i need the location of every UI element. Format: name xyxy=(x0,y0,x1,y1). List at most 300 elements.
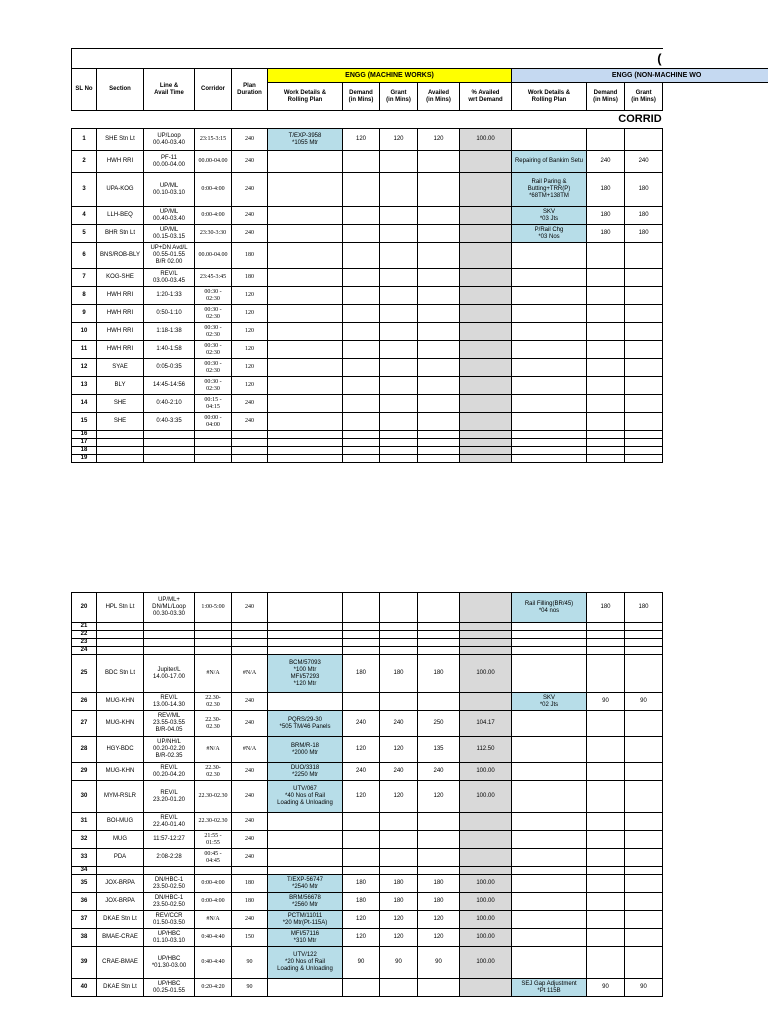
cell-nm-grant xyxy=(625,395,663,413)
cell-work-details xyxy=(268,323,343,341)
cell-work-details xyxy=(268,207,343,225)
cell-sl-no: 12 xyxy=(72,359,97,377)
cell-spacer xyxy=(663,439,768,447)
cell-corridor: #N/A xyxy=(195,911,232,929)
cell-section: HPL Stn Lt xyxy=(97,593,144,623)
cell-sl-no: 7 xyxy=(72,269,97,287)
cell-empty xyxy=(232,447,268,455)
cell-pct-availed xyxy=(460,377,512,395)
col-section: Section xyxy=(97,69,144,111)
cell-pct-availed xyxy=(460,323,512,341)
cell-empty xyxy=(587,867,625,875)
corridor-label: CORRID xyxy=(618,113,662,125)
cell-demand xyxy=(343,305,380,323)
cell-nm-grant xyxy=(625,287,663,305)
cell-availed xyxy=(418,207,460,225)
cell-work-details xyxy=(268,225,343,243)
cell-corridor: 0:00-4:00 xyxy=(195,893,232,911)
cell-sl-no: 26 xyxy=(72,693,97,711)
cell-sl-no: 1 xyxy=(72,129,97,151)
cell-availed xyxy=(418,287,460,305)
cell-section: CRAE-BMAE xyxy=(97,947,144,979)
cell-availed xyxy=(418,243,460,269)
cell-nm-demand xyxy=(587,341,625,359)
cell-plan-duration: 120 xyxy=(232,359,268,377)
cell-plan-duration: 240 xyxy=(232,207,268,225)
cell-sl-no: 18 xyxy=(72,447,97,455)
cell-pct-availed xyxy=(460,813,512,831)
cell-work-details xyxy=(268,341,343,359)
cell-sl-no: 16 xyxy=(72,431,97,439)
cell-line-avail: UP/HBC *01.30-03.00 xyxy=(144,947,195,979)
table-row xyxy=(72,849,768,867)
cell-empty xyxy=(97,639,144,647)
cell-empty xyxy=(460,447,512,455)
col-sl-no: SL No xyxy=(72,69,97,111)
table-row xyxy=(72,875,768,893)
cell-nm-grant: 90 xyxy=(625,979,663,997)
table-row-empty xyxy=(72,631,768,639)
cell-empty xyxy=(144,631,195,639)
cell-plan-duration: 240 xyxy=(232,781,268,813)
cell-sl-no: 5 xyxy=(72,225,97,243)
cell-line-avail: REV/CCR 01.50-03.50 xyxy=(144,911,195,929)
cell-grant xyxy=(380,323,418,341)
cell-spacer xyxy=(663,737,768,763)
cell-nm-grant xyxy=(625,655,663,693)
cell-spacer xyxy=(663,305,768,323)
cell-empty xyxy=(144,447,195,455)
cell-demand: 90 xyxy=(343,947,380,979)
cell-sl-no: 38 xyxy=(72,929,97,947)
cell-nm-work-details xyxy=(512,287,587,305)
cell-nm-demand xyxy=(587,781,625,813)
cell-line-avail: REV/L 23.20-01.20 xyxy=(144,781,195,813)
cell-line-avail: 11:57-12:27 xyxy=(144,831,195,849)
cell-plan-duration: 240 xyxy=(232,763,268,781)
cell-nm-work-details xyxy=(512,359,587,377)
cell-nm-grant: 180 xyxy=(625,207,663,225)
cell-empty xyxy=(460,647,512,655)
cell-empty xyxy=(268,631,343,639)
cell-work-details xyxy=(268,831,343,849)
cell-empty xyxy=(418,867,460,875)
cell-nm-grant xyxy=(625,305,663,323)
cell-work-details xyxy=(268,395,343,413)
cell-section: MUG-KHN xyxy=(97,763,144,781)
cell-spacer xyxy=(663,929,768,947)
cell-corridor: 0:00-4:00 xyxy=(195,875,232,893)
table-body-top xyxy=(72,129,768,463)
cell-work-details xyxy=(268,377,343,395)
cell-section: BLY xyxy=(97,377,144,395)
cell-availed: 120 xyxy=(418,781,460,813)
cell-empty xyxy=(232,631,268,639)
cell-demand xyxy=(343,243,380,269)
table-row xyxy=(72,269,768,287)
cell-plan-duration: 240 xyxy=(232,711,268,737)
cell-empty xyxy=(97,867,144,875)
sheet-part-1 xyxy=(71,48,768,488)
cell-empty xyxy=(512,455,587,463)
cell-empty xyxy=(418,639,460,647)
cell-nm-demand xyxy=(587,893,625,911)
cell-empty xyxy=(343,447,380,455)
cell-line-avail: REV/L 22.40-01.40 xyxy=(144,813,195,831)
cell-empty xyxy=(512,639,587,647)
cell-corridor: 22.30- 02.30 xyxy=(195,693,232,711)
cell-spacer xyxy=(663,647,768,655)
cell-nm-work-details xyxy=(512,377,587,395)
table-row xyxy=(72,979,768,997)
cell-demand xyxy=(343,979,380,997)
cell-empty xyxy=(625,639,663,647)
table-row xyxy=(72,359,768,377)
cell-availed: 120 xyxy=(418,911,460,929)
table-row xyxy=(72,893,768,911)
cell-nm-grant xyxy=(625,711,663,737)
cell-spacer xyxy=(663,207,768,225)
cell-sl-no: 31 xyxy=(72,813,97,831)
cell-empty xyxy=(343,867,380,875)
cell-availed xyxy=(418,323,460,341)
table-row xyxy=(72,129,768,151)
cell-demand xyxy=(343,225,380,243)
cell-line-avail: 0:40-2:10 xyxy=(144,395,195,413)
cell-empty xyxy=(380,439,418,447)
cell-grant xyxy=(380,243,418,269)
cell-sl-no: 24 xyxy=(72,647,97,655)
table-row xyxy=(72,737,768,763)
cell-plan-duration: 120 xyxy=(232,341,268,359)
cell-nm-demand xyxy=(587,849,625,867)
cell-line-avail: UP/HBC 01.10-03.10 xyxy=(144,929,195,947)
cell-availed xyxy=(418,813,460,831)
cell-nm-work-details xyxy=(512,323,587,341)
cell-availed: 180 xyxy=(418,875,460,893)
cell-corridor: 00:30 - 02:30 xyxy=(195,341,232,359)
cell-corridor: 00:30 - 02:30 xyxy=(195,323,232,341)
cell-work-details: DUO/3318 *2250 Mtr xyxy=(268,763,343,781)
cell-sl-no: 8 xyxy=(72,287,97,305)
table-row xyxy=(72,413,768,431)
cell-nm-work-details: SKV *03 Jts xyxy=(512,207,587,225)
cell-section: UPA-KOG xyxy=(97,173,144,207)
cell-work-details xyxy=(268,305,343,323)
cell-spacer xyxy=(663,413,768,431)
cell-nm-grant xyxy=(625,737,663,763)
cell-pct-availed xyxy=(460,269,512,287)
cell-empty xyxy=(625,431,663,439)
group-machine-works: ENGG (MACHINE WORKS) xyxy=(268,69,512,83)
cell-spacer xyxy=(663,781,768,813)
cell-section: MYM-RSLR xyxy=(97,781,144,813)
cell-grant: 120 xyxy=(380,781,418,813)
cell-grant xyxy=(380,305,418,323)
cell-availed xyxy=(418,693,460,711)
cell-line-avail: 14:45-14:56 xyxy=(144,377,195,395)
cell-plan-duration: 180 xyxy=(232,875,268,893)
cell-spacer xyxy=(663,711,768,737)
cell-pct-availed: 100.00 xyxy=(460,893,512,911)
cell-corridor: 00:45 - 04:45 xyxy=(195,849,232,867)
cell-availed xyxy=(418,377,460,395)
cell-empty xyxy=(418,431,460,439)
cell-pct-availed xyxy=(460,173,512,207)
cell-empty xyxy=(195,639,232,647)
cell-empty xyxy=(343,431,380,439)
cell-sl-no: 36 xyxy=(72,893,97,911)
cell-empty xyxy=(512,623,587,631)
cell-pct-availed: 100.00 xyxy=(460,929,512,947)
cell-nm-demand xyxy=(587,395,625,413)
col-plan-duration: Plan Duration xyxy=(232,69,268,111)
cell-section: MUG-KHN xyxy=(97,693,144,711)
cell-grant xyxy=(380,813,418,831)
cell-corridor: #N/A xyxy=(195,655,232,693)
cell-spacer xyxy=(663,225,768,243)
cell-nm-work-details: SKV *02 Jts xyxy=(512,693,587,711)
cell-empty xyxy=(380,639,418,647)
cell-empty xyxy=(512,867,587,875)
cell-spacer xyxy=(663,359,768,377)
cell-nm-demand: 180 xyxy=(587,225,625,243)
cell-nm-demand xyxy=(587,243,625,269)
cell-demand: 120 xyxy=(343,911,380,929)
cell-nm-grant xyxy=(625,813,663,831)
cell-plan-duration: 120 xyxy=(232,305,268,323)
cell-nm-work-details xyxy=(512,875,587,893)
cell-availed: 180 xyxy=(418,893,460,911)
block-table-bottom xyxy=(71,592,768,997)
cell-corridor: 1:00-5:00 xyxy=(195,593,232,623)
cell-nm-demand xyxy=(587,831,625,849)
table-row xyxy=(72,287,768,305)
cell-empty xyxy=(144,639,195,647)
cell-empty xyxy=(144,439,195,447)
cell-line-avail: 1:40-1:58 xyxy=(144,341,195,359)
table-row xyxy=(72,911,768,929)
col-corridor: Corridor xyxy=(195,69,232,111)
cell-pct-availed xyxy=(460,395,512,413)
table-row xyxy=(72,173,768,207)
cell-nm-work-details xyxy=(512,655,587,693)
cell-nm-work-details xyxy=(512,243,587,269)
cell-plan-duration: #N/A xyxy=(232,655,268,693)
col-line-avail: Line & Avail Time xyxy=(144,69,195,111)
cell-spacer xyxy=(663,431,768,439)
col-availed: Availed (in Mins) xyxy=(418,83,460,111)
cell-nm-grant xyxy=(625,129,663,151)
cell-sl-no: 21 xyxy=(72,623,97,631)
cell-empty xyxy=(268,647,343,655)
cell-empty xyxy=(97,439,144,447)
cell-spacer xyxy=(663,623,768,631)
cell-grant: 120 xyxy=(380,911,418,929)
cell-availed xyxy=(418,359,460,377)
cell-nm-grant xyxy=(625,269,663,287)
cell-pct-availed: 100.00 xyxy=(460,875,512,893)
cell-pct-availed: 100.00 xyxy=(460,129,512,151)
cell-availed xyxy=(418,849,460,867)
cell-grant xyxy=(380,693,418,711)
cell-work-details xyxy=(268,849,343,867)
cell-empty xyxy=(512,447,587,455)
cell-sl-no: 10 xyxy=(72,323,97,341)
cell-empty xyxy=(418,623,460,631)
cell-line-avail: PF-11 00.00-04.00 xyxy=(144,151,195,173)
cell-plan-duration: 240 xyxy=(232,849,268,867)
cell-grant xyxy=(380,849,418,867)
cell-grant xyxy=(380,359,418,377)
cell-empty xyxy=(625,447,663,455)
cell-nm-work-details: Rail Filling(BR/45) *04 nos xyxy=(512,593,587,623)
cell-nm-demand xyxy=(587,911,625,929)
cell-nm-work-details xyxy=(512,737,587,763)
cell-corridor: #N/A xyxy=(195,737,232,763)
cell-nm-demand xyxy=(587,413,625,431)
cell-work-details xyxy=(268,151,343,173)
cell-nm-demand xyxy=(587,287,625,305)
cell-nm-work-details: P/Rail Chg *03 Nos xyxy=(512,225,587,243)
cell-line-avail: REV/L 00.20-04.20 xyxy=(144,763,195,781)
cell-empty xyxy=(460,431,512,439)
table-row xyxy=(72,243,768,269)
cell-section: DKAE Stn Lt xyxy=(97,979,144,997)
cell-demand xyxy=(343,831,380,849)
cell-grant xyxy=(380,593,418,623)
cell-empty xyxy=(144,431,195,439)
cell-corridor: 0:20-4:20 xyxy=(195,979,232,997)
cell-spacer xyxy=(663,631,768,639)
cell-plan-duration: 240 xyxy=(232,225,268,243)
cell-corridor: 22.30-02.30 xyxy=(195,813,232,831)
cell-pct-availed xyxy=(460,413,512,431)
cell-empty xyxy=(195,647,232,655)
cell-sl-no: 37 xyxy=(72,911,97,929)
cell-nm-demand xyxy=(587,305,625,323)
cell-work-details: BRM/56678 *2560 Mtr xyxy=(268,893,343,911)
cell-pct-availed: 100.00 xyxy=(460,655,512,693)
table-row xyxy=(72,341,768,359)
cell-work-details: UTV/122 *20 Nos of Rail Loading & Unloading xyxy=(268,947,343,979)
cell-line-avail: UP/ML 00.40-03.40 xyxy=(144,207,195,225)
table-row xyxy=(72,305,768,323)
cell-nm-demand xyxy=(587,377,625,395)
cell-empty xyxy=(587,447,625,455)
cell-empty xyxy=(380,431,418,439)
cell-work-details xyxy=(268,359,343,377)
cell-spacer xyxy=(663,243,768,269)
cell-empty xyxy=(380,867,418,875)
cell-pct-availed: 100.00 xyxy=(460,911,512,929)
cell-sl-no: 22 xyxy=(72,631,97,639)
cell-availed: 240 xyxy=(418,763,460,781)
cell-spacer xyxy=(663,763,768,781)
cell-demand: 180 xyxy=(343,655,380,693)
cell-spacer xyxy=(663,173,768,207)
cell-empty xyxy=(268,431,343,439)
cell-grant xyxy=(380,151,418,173)
cell-corridor: 00:30 - 02:30 xyxy=(195,305,232,323)
cell-empty xyxy=(343,439,380,447)
cell-section: MUG xyxy=(97,831,144,849)
cell-corridor: 00:30 - 02:30 xyxy=(195,377,232,395)
cell-sl-no: 2 xyxy=(72,151,97,173)
cell-empty xyxy=(343,639,380,647)
block-table-top xyxy=(71,48,768,463)
cell-availed xyxy=(418,413,460,431)
cell-line-avail: 1:18-1:38 xyxy=(144,323,195,341)
cell-section: BDC Stn Lt xyxy=(97,655,144,693)
cell-spacer xyxy=(663,129,768,151)
cell-work-details xyxy=(268,269,343,287)
cell-availed: 180 xyxy=(418,655,460,693)
cell-work-details xyxy=(268,413,343,431)
cell-nm-grant: 240 xyxy=(625,151,663,173)
cell-nm-work-details: SEJ Gap Adjustment *Pt 115B xyxy=(512,979,587,997)
cell-grant xyxy=(380,395,418,413)
cell-availed xyxy=(418,173,460,207)
cell-nm-demand xyxy=(587,813,625,831)
cell-grant xyxy=(380,207,418,225)
cell-empty xyxy=(97,631,144,639)
cell-pct-availed: 112.50 xyxy=(460,737,512,763)
table-body-bottom xyxy=(72,593,768,997)
cell-spacer xyxy=(663,593,768,623)
cell-empty xyxy=(418,455,460,463)
cell-nm-demand: 180 xyxy=(587,593,625,623)
table-row-empty xyxy=(72,431,768,439)
sheet-part-2 xyxy=(71,592,768,1024)
cell-plan-duration: 150 xyxy=(232,929,268,947)
table-row xyxy=(72,395,768,413)
cell-nm-work-details xyxy=(512,413,587,431)
table-row xyxy=(72,151,768,173)
cell-availed: 250 xyxy=(418,711,460,737)
cell-empty xyxy=(232,639,268,647)
cell-grant xyxy=(380,269,418,287)
table-row xyxy=(72,763,768,781)
cell-nm-grant xyxy=(625,893,663,911)
cell-pct-availed: 100.00 xyxy=(460,763,512,781)
cell-empty xyxy=(97,447,144,455)
cell-line-avail: UP/HBC 00.25-01.55 xyxy=(144,979,195,997)
table-row xyxy=(72,593,768,623)
cell-empty xyxy=(418,439,460,447)
cell-work-details xyxy=(268,813,343,831)
cell-nm-demand: 240 xyxy=(587,151,625,173)
cell-corridor: 22.30-02.30 xyxy=(195,781,232,813)
cell-section: HGY-BDC xyxy=(97,737,144,763)
cell-spacer xyxy=(663,831,768,849)
cell-empty xyxy=(343,623,380,631)
cell-section: BNS/ROB-BLY xyxy=(97,243,144,269)
cell-sl-no: 3 xyxy=(72,173,97,207)
cell-empty xyxy=(195,431,232,439)
cell-nm-work-details: Repairing of Bankim Setu xyxy=(512,151,587,173)
cell-corridor: 23:30-3:30 xyxy=(195,225,232,243)
cell-empty xyxy=(587,431,625,439)
cell-sl-no: 32 xyxy=(72,831,97,849)
cell-demand xyxy=(343,849,380,867)
cell-pct-availed xyxy=(460,593,512,623)
cell-section: HWH RRI xyxy=(97,341,144,359)
cell-nm-work-details xyxy=(512,813,587,831)
cell-availed: 135 xyxy=(418,737,460,763)
cell-sl-no: 13 xyxy=(72,377,97,395)
cell-section: HWH RRI xyxy=(97,151,144,173)
